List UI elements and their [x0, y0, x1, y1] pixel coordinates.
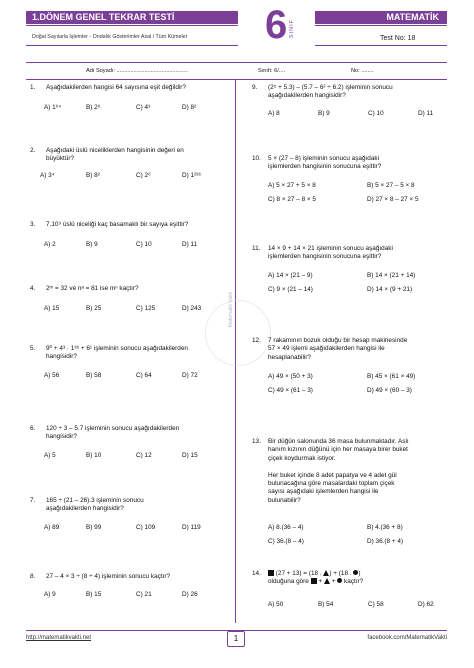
stem-line: [268, 463, 409, 471]
answer-option-a[interactable]: A) 50: [268, 601, 284, 608]
subject-title: MATEMATİK: [315, 11, 447, 24]
answer-option-b[interactable]: B) 14 × (21 + 14): [367, 272, 416, 279]
student-info-row: [26, 62, 447, 80]
stem-line: büyüktür?: [46, 155, 75, 163]
answer-option-a[interactable]: A) 15: [44, 305, 60, 312]
question-stem: [46, 573, 170, 581]
stem-line: sayısı aşağıdaki işlemlerden hangisi ile: [268, 488, 379, 496]
answer-option-c[interactable]: C) 49 × (61 – 3): [268, 387, 313, 394]
stem-line: 14 × 9 + 14 × 21 işleminin sonucu aşağıdaki: [268, 245, 393, 252]
stem-line: çiçek koydurmak istiyor.: [268, 454, 336, 462]
answer-option-d[interactable]: D) 27 × 8 – 27 × 5: [367, 196, 419, 203]
answer-option-b[interactable]: B) 54: [318, 601, 334, 608]
stem-line: bulunabilir?: [268, 496, 301, 504]
triangle-symbol: [324, 578, 330, 584]
question-stem: [46, 285, 139, 293]
answer-option-d[interactable]: D) 49 × (60 – 3): [367, 387, 412, 394]
stem-line: işlemlerden hangisinin sonucuna eşittir?: [268, 253, 382, 261]
answer-option-d[interactable]: D) 36.(8 + 4): [367, 538, 404, 545]
question-stem: [46, 425, 179, 442]
question-number: 1.: [30, 84, 36, 91]
number-field[interactable]: No: ........: [351, 68, 374, 74]
answer-option-a[interactable]: A) 56: [44, 372, 60, 379]
answer-option-b[interactable]: B) 45 × (61 × 49): [367, 373, 416, 380]
answer-option-c[interactable]: C) 4³: [136, 104, 151, 111]
answer-option-c[interactable]: C) 8 × 27 – 8 × 5: [268, 196, 316, 203]
answer-option-c[interactable]: C) 109: [136, 524, 156, 531]
answer-option-c[interactable]: C) 12: [136, 452, 152, 459]
stem-line: işlemlerden hangisinin sonucuna eşittir?: [268, 163, 382, 171]
answer-option-d[interactable]: D) 14 × (9 + 21): [367, 286, 413, 293]
answer-option-d[interactable]: D) 119: [182, 524, 201, 531]
stem-line: 5 × (27 – 8) işleminin sonucu aşağıdaki: [268, 155, 380, 162]
stem-line: olduğuna göre + + kaçtır?: [268, 578, 364, 586]
stem-line: Aşağıdakilerden hangisi 64 sayısına eşit değildir?: [46, 84, 186, 91]
question-number: 11.: [252, 245, 261, 252]
stem-line: 7 rakamının bozuk olduğu bir hesap makinesinde: [268, 337, 408, 344]
topics-subtitle: Doğal Sayılarla İşlemler - Ondalık Gösterimler Asal / Tüm Kümeler: [32, 34, 188, 40]
question-number: 13.: [252, 438, 261, 445]
answer-option-b[interactable]: B) 15: [86, 591, 102, 598]
triangle-symbol: [323, 570, 329, 576]
answer-option-d[interactable]: D) 11: [418, 110, 434, 117]
answer-option-d[interactable]: D) 62: [418, 601, 434, 608]
answer-option-a[interactable]: A) 5 × 27 + 5 × 8: [268, 182, 316, 189]
stem-line: hangisidir?: [46, 433, 77, 441]
square-symbol: [268, 570, 274, 576]
answer-option-c[interactable]: C) 36.(8 – 4): [268, 538, 304, 545]
test-title: 1.DÖNEM GENEL TEKRAR TESTİ: [26, 11, 238, 24]
question-number: 9.: [252, 84, 258, 91]
grade-badge: [265, 5, 305, 49]
watermark-logo: [205, 300, 271, 366]
answer-option-d[interactable]: D) 8²: [182, 104, 197, 111]
question-number: 4.: [30, 285, 36, 292]
subtitle-rule: [26, 45, 238, 46]
answer-option-d[interactable]: D) 72: [182, 372, 198, 379]
answer-option-d[interactable]: D) 26: [182, 591, 198, 598]
question-number: 3.: [30, 221, 36, 228]
facebook-link[interactable]: facebook.com/MatematikVakti: [367, 635, 447, 641]
answer-option-c[interactable]: C) 9 × (21 – 14): [268, 286, 313, 293]
circle-symbol: [353, 570, 358, 575]
stem-line: aşağıdakilerden hangisidir?: [268, 92, 346, 100]
answer-option-a[interactable]: A) 89: [44, 524, 60, 531]
answer-option-c[interactable]: C) 58: [368, 601, 384, 608]
question-number: 10.: [252, 155, 261, 162]
grade-word: SINIF: [289, 19, 295, 39]
question-stem: [268, 570, 363, 587]
stem-line: hanım kızının düğünü için her masaya birer buket: [268, 446, 408, 454]
watermark-text: Matematik Vakti: [228, 292, 234, 328]
stem-line: Aşağıdaki üslü niceliklerden hangisinin değeri en: [46, 147, 184, 154]
answer-option-a[interactable]: A) 49 × (50 + 3): [268, 373, 313, 380]
stem-line: 7.10⁹ üslü niceliği kaç basamaklı bir sayıya eşittir?: [46, 221, 189, 228]
answer-option-b[interactable]: B) 5 × 27 – 5 × 8: [367, 182, 415, 189]
circle-symbol: [337, 578, 342, 583]
stem-line: (27 + 13) = (18 . ) + (18 . ): [268, 570, 363, 578]
stem-line: 57 × 49 işlemi aşağıdakilerden hangisi ile: [268, 345, 385, 353]
stem-line: aşağıdakilerden hangisidir?: [46, 505, 124, 513]
stem-line: 120 ÷ 3 – 5.7 işleminin sonucu aşağıdakilerden: [46, 425, 180, 432]
answer-option-d[interactable]: D) 1²³⁶: [182, 172, 201, 179]
answer-option-b[interactable]: B) 9: [86, 241, 98, 248]
question-stem: [46, 345, 188, 362]
answer-option-b[interactable]: B) 10: [86, 452, 102, 459]
answer-option-a[interactable]: A) 9: [44, 591, 56, 598]
answer-option-c[interactable]: C) 64: [136, 372, 152, 379]
page-number: 1: [227, 631, 245, 647]
grade-number: 6: [265, 3, 288, 47]
answer-option-d[interactable]: D) 243: [182, 305, 202, 312]
question-number: 5.: [30, 345, 36, 352]
square-symbol: [311, 578, 317, 584]
question-number: 14.: [252, 570, 261, 577]
question-stem: [268, 84, 393, 101]
question-number: 7.: [30, 497, 36, 504]
test-number: Test No: 18: [380, 35, 416, 42]
question-number: 2.: [30, 147, 36, 154]
answer-option-c[interactable]: C) 10: [136, 241, 152, 248]
answer-option-c[interactable]: C) 10: [368, 110, 384, 117]
answer-option-c[interactable]: C) 21: [136, 591, 152, 598]
stem-line: 2ᵐ = 32 ve nᵃ = 81 ise mⁿ kaçtır?: [46, 285, 139, 292]
stem-line: 27 – 4 × 3 ÷ (8 ÷ 4) işleminin sonucu kaçtır?: [46, 573, 171, 580]
stem-line: hangisidir?: [46, 353, 77, 361]
question-stem: [268, 438, 409, 505]
answer-option-a[interactable]: A) 2: [44, 241, 56, 248]
answer-option-a[interactable]: A) 14 × (21 – 9): [268, 272, 313, 279]
stem-line: bulunacağına göre masalardaki toplam çiçek: [268, 480, 395, 488]
answer-option-b[interactable]: B) 99: [86, 524, 102, 531]
answer-option-b[interactable]: B) 4.(36 + 8): [367, 524, 403, 531]
answer-option-b[interactable]: B) 2⁶: [86, 104, 101, 111]
stem-line: 165 ÷ (21 – 26).3 işleminin sonucu: [46, 497, 144, 504]
name-field[interactable]: Adı Soyadı: ..............................................: [86, 68, 188, 74]
answer-option-a[interactable]: A) 1⁶⁴: [44, 104, 62, 111]
website-link[interactable]: http://matematikvakti.net: [26, 635, 92, 641]
answer-option-b[interactable]: B) 25: [86, 305, 102, 312]
question-number: 6.: [30, 425, 36, 432]
answer-option-b[interactable]: B) 9: [318, 110, 330, 117]
answer-option-b[interactable]: B) 58: [86, 372, 102, 379]
question-number: 12.: [252, 337, 261, 344]
stem-line: Her buket içinde 8 adet papatya ve 4 adet gül: [268, 471, 397, 479]
stem-line: 9⁰ + 4³ · 1³⁶ + 6¹ işleminin sonucu aşağıdakilerden: [46, 345, 188, 352]
question-stem: [268, 337, 407, 362]
title-rule: [26, 25, 238, 26]
answer-option-a[interactable]: A) 5: [44, 452, 56, 459]
test-number-rule: [315, 45, 447, 46]
answer-option-a[interactable]: A) 3⁴: [40, 172, 55, 179]
question-stem: [46, 147, 184, 164]
question-number: 8.: [30, 573, 36, 580]
question-stem: [268, 245, 393, 262]
answer-option-a[interactable]: A) 8.(36 – 4): [268, 524, 304, 531]
question-stem: [46, 497, 144, 514]
question-stem: [46, 84, 186, 92]
question-stem: [268, 155, 381, 172]
answer-option-c[interactable]: C) 125: [136, 305, 156, 312]
subject-rule: [315, 25, 447, 26]
answer-option-d[interactable]: D) 11: [182, 241, 198, 248]
class-field[interactable]: Sınıfı: 6/....: [258, 68, 286, 74]
stem-line: Bir düğün salonunda 36 masa bulunmaktadır. Aslı: [268, 438, 409, 445]
stem-line: (2⁵ + 5.3) – (5.7 – 6² ÷ 6.2) işleminin sonucu: [268, 84, 393, 91]
answer-option-b[interactable]: B) 8²: [86, 172, 100, 179]
stem-line: hesaplanabilir?: [268, 353, 311, 361]
question-stem: [46, 221, 188, 229]
answer-option-a[interactable]: A) 8: [268, 110, 280, 117]
answer-option-c[interactable]: C) 2⁶: [136, 172, 151, 179]
answer-option-d[interactable]: D) 15: [182, 452, 198, 459]
